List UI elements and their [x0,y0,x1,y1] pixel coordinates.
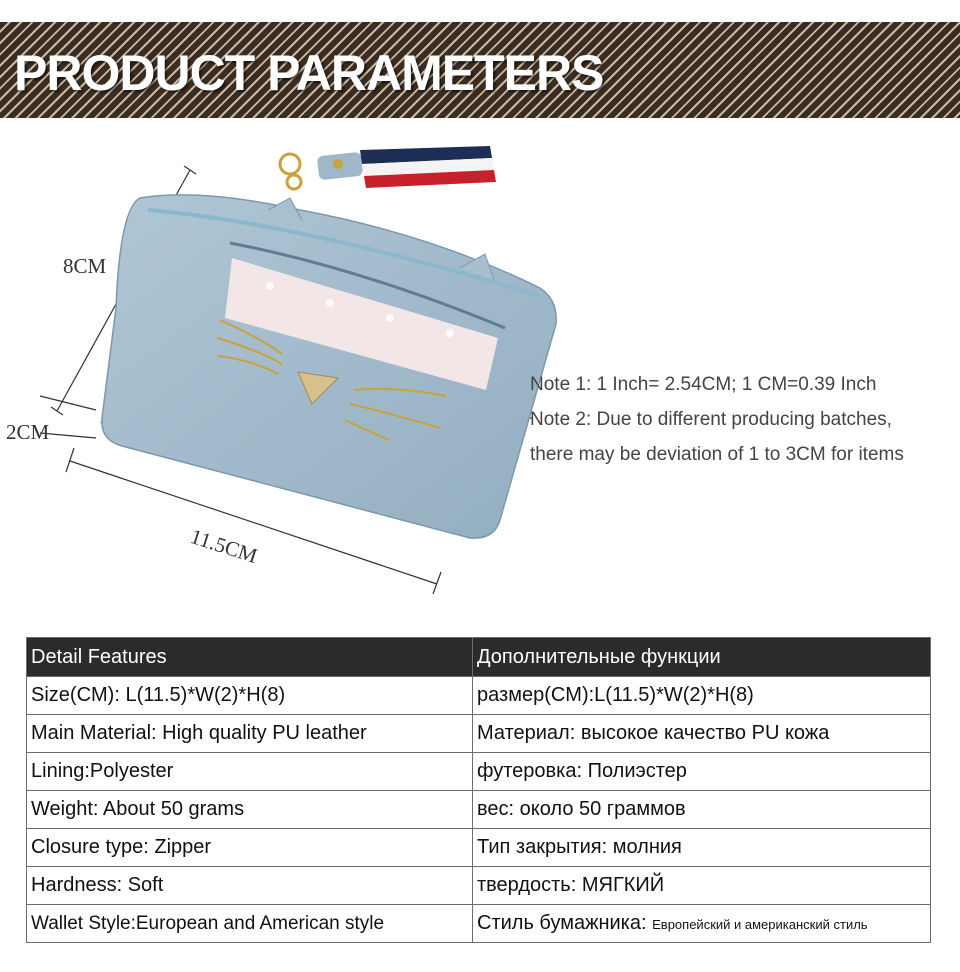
material-en: Main Material: High quality PU leather [27,715,473,753]
style-ru-small: Европейский и американский стиль [652,917,868,932]
length-dimension-label: 11.5CM [187,524,261,569]
hardness-ru: твердость: МЯГКИЙ [473,867,931,905]
hardness-en: Hardness: Soft [27,867,473,905]
table-row [27,829,931,867]
header-banner [0,22,960,118]
detail-features-table [26,637,931,943]
note-2: Note 2: Due to different producing batches, [530,409,892,430]
header-cell-ru: Дополнительные функции [473,638,931,677]
width-dimension-label: 2CM [6,420,50,444]
table-header-row [27,638,931,677]
material-ru: Материал: высокое качество PU кожа [473,715,931,753]
style-ru-prefix: Стиль бумажника: [477,912,647,934]
size-ru: размер(CM):L(11.5)*W(2)*H(8) [473,677,931,715]
style-en: Wallet Style:European and American style [27,905,473,943]
table-row [27,715,931,753]
closure-ru: Тип закрытия: молния [473,829,931,867]
height-dimension-label: 8CM [63,254,107,278]
table-row [27,791,931,829]
table-row [27,677,931,715]
note-2-continued: there may be deviation of 1 to 3CM for items [530,444,904,465]
table-row [27,867,931,905]
weight-en: Weight: About 50 grams [27,791,473,829]
closure-en: Closure type: Zipper [27,829,473,867]
size-en: Size(CM): L(11.5)*W(2)*H(8) [27,677,473,715]
lining-en: Lining:Polyester [27,753,473,791]
style-ru [473,905,931,943]
weight-ru: вес: около 50 граммов [473,791,931,829]
page-title: PRODUCT PARAMETERS [14,45,604,101]
wallet-body [100,146,556,538]
lining-ru: футеровка: Полиэстер [473,753,931,791]
table-row [27,905,931,943]
note-1: Note 1: 1 Inch= 2.54CM; 1 CM=0.39 Inch [530,374,877,395]
table-row [27,753,931,791]
header-cell-en: Detail Features [27,638,473,677]
wallet-product-illustration [0,128,960,608]
